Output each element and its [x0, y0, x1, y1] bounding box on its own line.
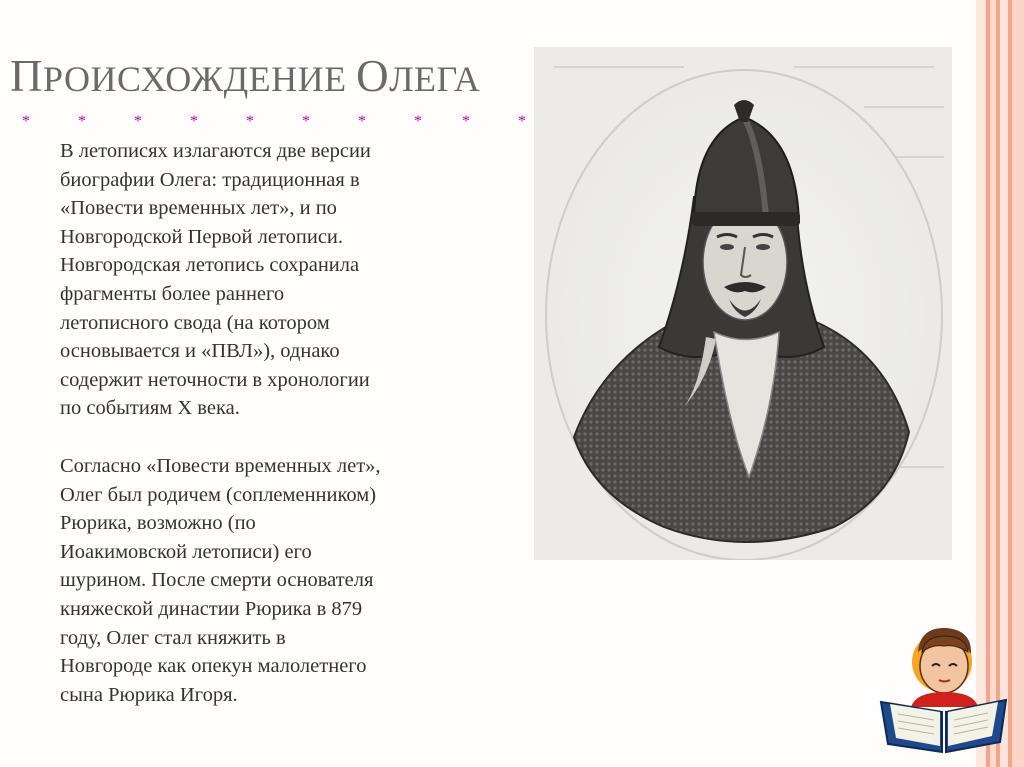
body-line: В летописях излагаются две версии: [60, 140, 371, 162]
slide-title: [10, 50, 480, 102]
body-line: Иоакимовской летописи) его: [60, 540, 312, 563]
star-divider: [22, 112, 532, 132]
body-line: «Повести временных лет», и по: [60, 197, 337, 220]
portrait-image: [534, 47, 952, 560]
body-line: содержит неточности в хронологии: [60, 368, 370, 391]
title-word-2: ЛЕГА: [389, 59, 481, 99]
body-text: [60, 137, 480, 709]
body-line: Олег был родичем (соплеменником): [60, 483, 377, 506]
star-bullet: *: [78, 113, 86, 130]
star-bullet: *: [246, 113, 254, 130]
title-initial: П: [10, 51, 43, 101]
body-line: Согласно «Повести временных лет»,: [60, 454, 381, 477]
body-line: Новгородская летопись сохранила: [60, 254, 360, 277]
body-line: основывается и «ПВЛ»), однако: [60, 340, 340, 363]
star-bullet: *: [462, 113, 470, 130]
boy-reading-icon: [876, 622, 1016, 758]
star-bullet: *: [302, 113, 310, 130]
body-line: шурином. После смерти основателя: [60, 569, 374, 592]
star-bullet: *: [358, 113, 366, 130]
paragraph-gap: [60, 423, 480, 452]
body-line: по событиям X века.: [60, 397, 240, 420]
star-bullet: *: [518, 113, 526, 130]
title-word-1: РОИСХОЖДЕНИЕ: [43, 59, 357, 99]
body-line: фрагменты более раннего: [60, 282, 285, 305]
star-bullet: *: [190, 113, 198, 130]
body-line: году, Олег стал княжить в: [60, 626, 286, 649]
body-line: Рюрика, возможно (по: [60, 512, 256, 535]
star-bullet: *: [22, 113, 30, 130]
title-initial-2: О: [356, 51, 390, 101]
body-line: биографии Олега: традиционная в: [60, 168, 360, 191]
body-line: княжеской династии Рюрика в 879: [60, 597, 363, 620]
body-line: Новгороде как опекун малолетнего: [60, 655, 367, 678]
body-line: летописного свода (на котором: [60, 311, 330, 334]
body-line: Новгородской Первой летописи.: [60, 225, 344, 248]
body-line: сына Рюрика Игоря.: [60, 683, 238, 706]
star-bullet: *: [414, 113, 422, 130]
star-bullet: *: [134, 113, 142, 130]
